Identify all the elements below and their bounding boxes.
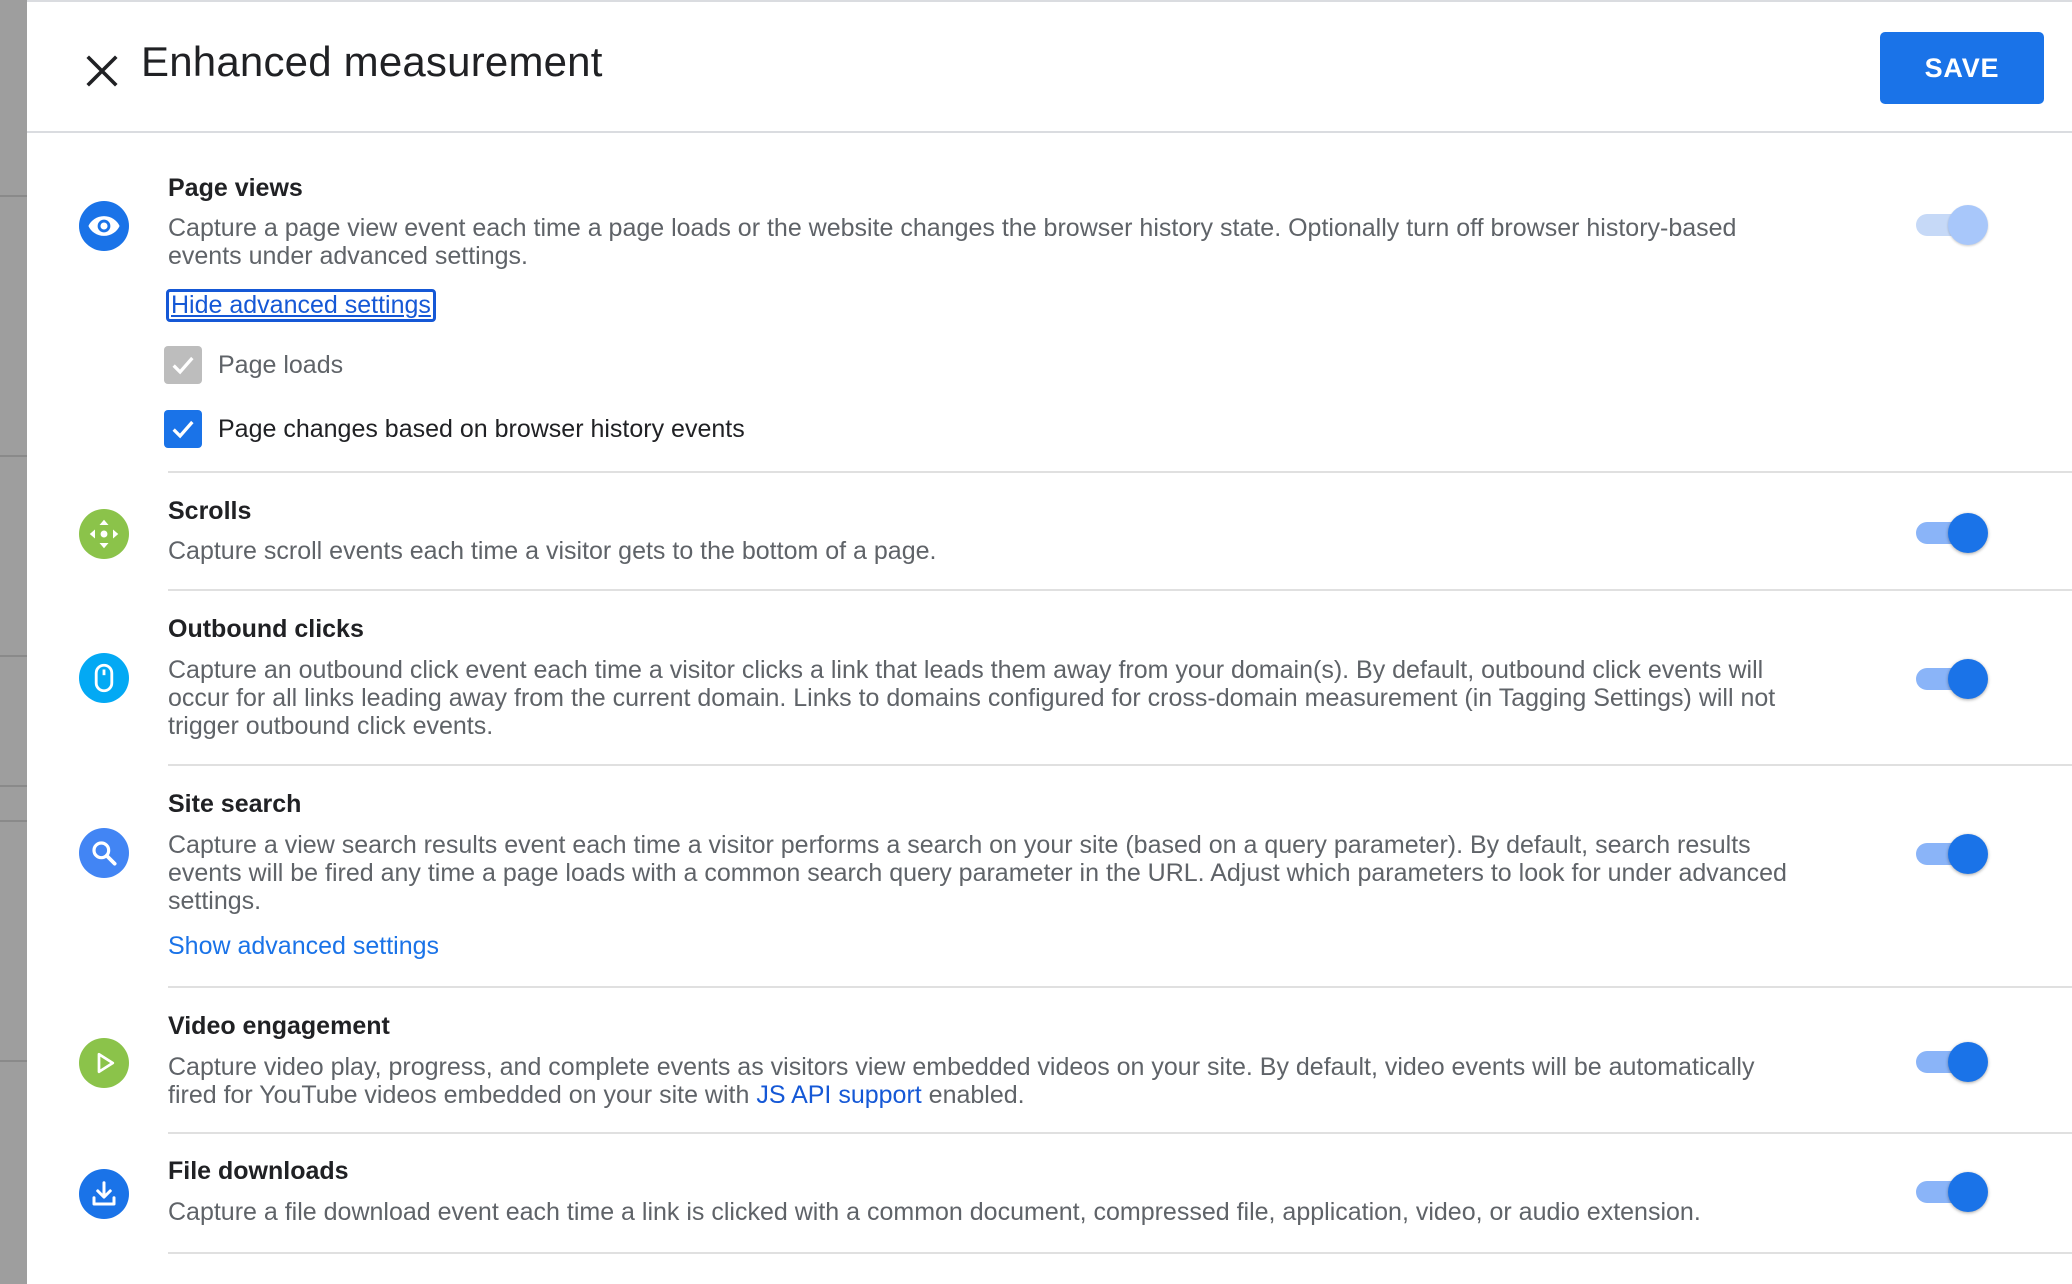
close-button[interactable] xyxy=(77,46,127,96)
site-search-toggle[interactable] xyxy=(1912,832,1988,876)
mouse-icon xyxy=(79,653,129,703)
section-description xyxy=(168,1053,1788,1109)
section-description: Capture scroll events each time a visitor gets to the bottom of a page. xyxy=(168,537,937,565)
section-description: Capture a page view event each time a page loads or the website changes the browser history state. Optionally turn off browser history-based events under advanced settings. xyxy=(168,214,1737,270)
toggle-thumb xyxy=(1948,1172,1988,1212)
video-engagement-toggle[interactable] xyxy=(1912,1040,1988,1084)
section-title: Outbound clicks xyxy=(168,615,364,643)
play-icon xyxy=(79,1038,129,1088)
description-text: Capture video play, progress, and complete events as visitors view embedded videos on your site. By default, video events will be automatically fired for YouTube videos embedded on your site with xyxy=(168,1053,1755,1109)
save-button[interactable]: SAVE xyxy=(1880,32,2044,104)
background-page-edge xyxy=(0,0,27,1284)
close-icon xyxy=(86,55,118,87)
js-api-support-link[interactable]: JS API support xyxy=(756,1081,922,1109)
edge-divider xyxy=(0,820,27,822)
edge-divider xyxy=(0,785,27,787)
toggle-thumb xyxy=(1948,205,1988,245)
edge-divider xyxy=(0,1060,27,1062)
outbound-clicks-toggle[interactable] xyxy=(1912,657,1988,701)
search-icon xyxy=(79,828,129,878)
description-text: enabled. xyxy=(921,1081,1025,1109)
toggle-thumb xyxy=(1948,659,1988,699)
check-icon xyxy=(169,351,197,379)
toggle-thumb xyxy=(1948,1042,1988,1082)
file-downloads-toggle[interactable] xyxy=(1912,1170,1988,1214)
edge-divider xyxy=(0,655,27,657)
page-loads-option[interactable] xyxy=(164,345,343,385)
section-description: Capture a file download event each time a link is clicked with a common document, compressed file, application, video, or audio extension. xyxy=(168,1198,1701,1226)
download-icon xyxy=(79,1169,129,1219)
section-title: Video engagement xyxy=(168,1012,390,1040)
scroll-arrows-icon xyxy=(79,509,129,559)
section-title: Page views xyxy=(168,174,303,202)
page-views-toggle[interactable] xyxy=(1912,203,1988,247)
scrolls-toggle[interactable] xyxy=(1912,511,1988,555)
eye-icon xyxy=(79,201,129,251)
page-loads-label: Page loads xyxy=(218,350,344,379)
section-outbound-clicks xyxy=(27,591,2072,766)
edge-divider xyxy=(0,195,27,197)
section-divider xyxy=(168,1252,2072,1254)
dialog-title: Enhanced measurement xyxy=(141,38,603,85)
history-events-option[interactable] xyxy=(164,409,745,449)
section-description: Capture a view search results event each time a visitor performs a search on your site (based on a query parameter). By default, search results events will be fired any time a page loads with a common search query parameter in the URL. Adjust which parameters to look for under advanced settings. xyxy=(168,831,1787,915)
check-icon xyxy=(169,415,197,443)
history-events-label: Page changes based on browser history events xyxy=(218,414,745,443)
toggle-thumb xyxy=(1948,513,1988,553)
history-events-checkbox[interactable] xyxy=(164,410,202,448)
dialog-header xyxy=(27,2,2072,133)
edge-divider xyxy=(0,455,27,457)
section-scrolls xyxy=(27,473,2072,591)
section-description: Capture an outbound click event each time a visitor clicks a link that leads them away from your domain(s). By default, outbound click events will occur for all links leading away from the current domain. Links to domains configured for cross-domain measurement (in Tagging Settings) will not trigger outbound click events. xyxy=(168,656,1776,740)
hide-advanced-settings-link[interactable]: Hide advanced settings xyxy=(166,289,436,322)
section-site-search xyxy=(27,766,2072,988)
section-title: Scrolls xyxy=(168,497,252,525)
page-loads-checkbox[interactable] xyxy=(164,346,202,384)
enhanced-measurement-dialog xyxy=(27,0,2072,1284)
section-title: File downloads xyxy=(168,1157,349,1185)
section-title: Site search xyxy=(168,790,302,818)
section-video-engagement xyxy=(27,988,2072,1134)
section-file-downloads xyxy=(27,1134,2072,1254)
show-advanced-settings-link[interactable]: Show advanced settings xyxy=(168,932,440,960)
section-page-views xyxy=(27,133,2072,473)
toggle-thumb xyxy=(1948,834,1988,874)
